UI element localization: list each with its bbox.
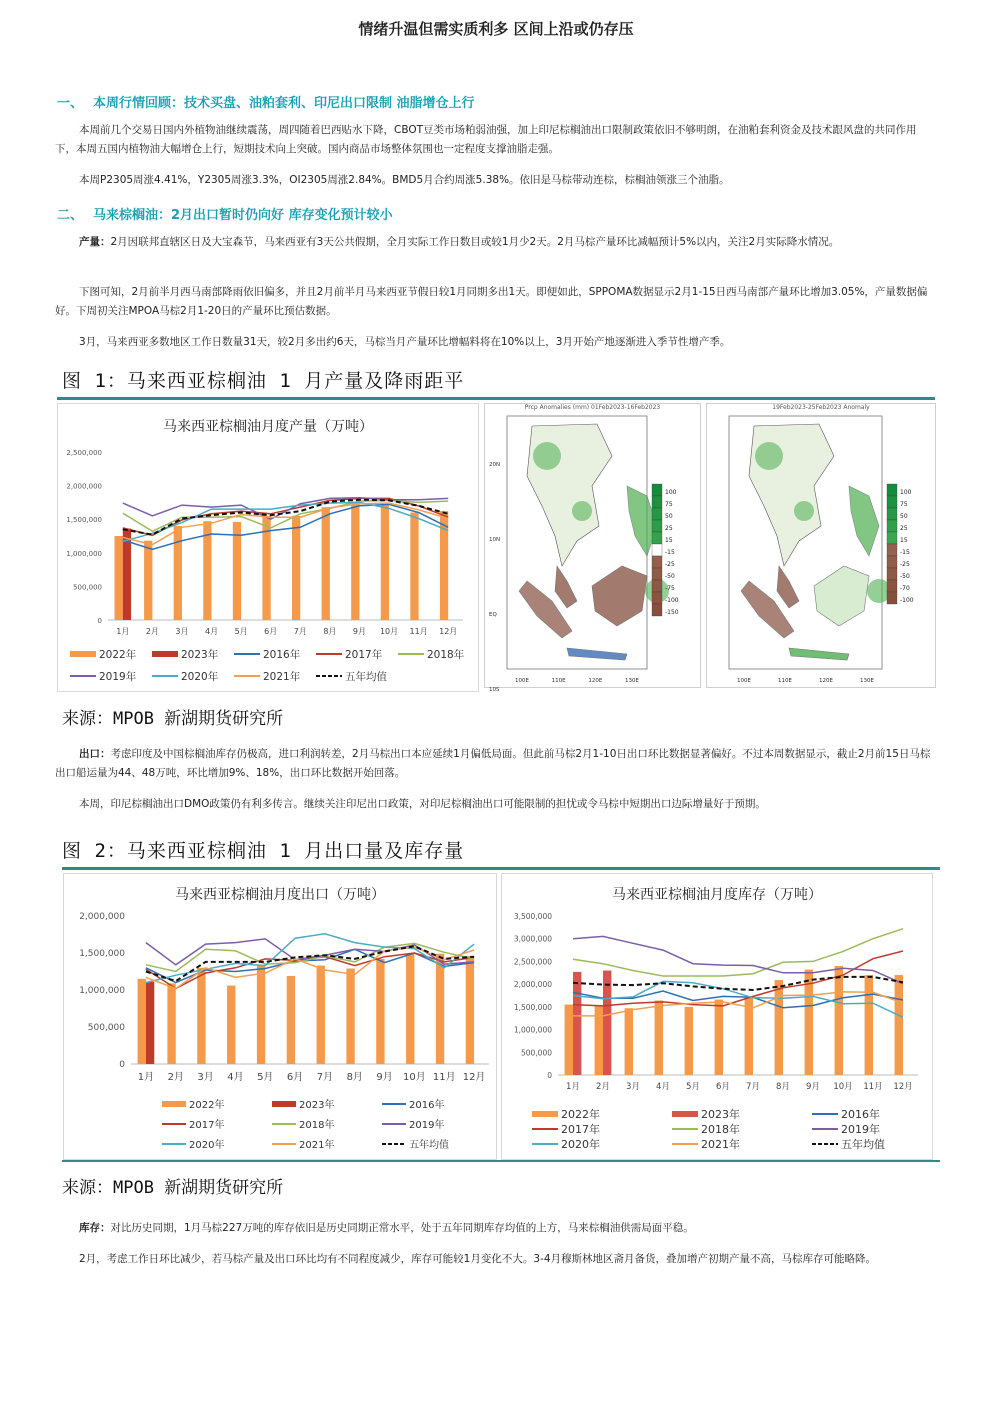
bar-2022年 [436, 954, 444, 1064]
line-五年均值 [573, 977, 903, 990]
bar-2022年 [115, 536, 123, 620]
legend-label: 2022年 [99, 649, 137, 661]
scale-swatch [652, 544, 662, 556]
scale-swatch [652, 592, 662, 604]
scale-label: 50 [665, 513, 673, 520]
section-2-number: 二、 [57, 208, 84, 223]
x-tick-label: 6月 [264, 627, 278, 636]
rainfall-map-right [706, 403, 936, 688]
legend-label: 2016年 [409, 1100, 445, 1111]
scale-swatch [887, 520, 897, 532]
bar-2022年 [835, 966, 843, 1075]
y-tick-label: 1,000,000 [513, 1025, 552, 1035]
y-tick-label: 2,000,000 [66, 482, 102, 491]
lon-label: 110E [778, 678, 792, 684]
x-tick-label: 12月 [439, 627, 458, 636]
bar-2022年 [227, 986, 235, 1064]
legend-label: 2020年 [181, 671, 219, 683]
bar-2022年 [233, 522, 241, 620]
section-2-heading [57, 204, 393, 223]
lon-label: 100E [737, 678, 751, 684]
scale-swatch [887, 568, 897, 580]
scale-label: -100 [900, 597, 914, 604]
x-tick-label: 11月 [863, 1082, 883, 1092]
legend-swatch [70, 651, 96, 657]
bar-2022年 [351, 502, 359, 620]
figure-2-bottom-rule [62, 1160, 940, 1162]
bar-2022年 [775, 980, 783, 1075]
scale-swatch [652, 508, 662, 520]
y-tick-label: 2,500,000 [513, 957, 552, 967]
legend-label: 2022年 [189, 1100, 225, 1111]
legend-label: 2019年 [409, 1120, 445, 1131]
stock-chart [501, 873, 933, 1160]
bar-2022年 [287, 976, 295, 1064]
y-tick-label: 500,000 [520, 1048, 552, 1058]
legend-swatch [672, 1111, 698, 1117]
legend-swatch [152, 651, 178, 657]
scale-swatch [652, 604, 662, 616]
export-text: 考虑印度及中国棕榈油库存仍极高，进口利润转差，2月马棕出口本应延续1月偏低局面。但此前马棕2月1-10日出口环比数据显著偏好。不过本周数据显示，截止2月前15日马棕出口船运量为44、48万吨，环比增加9%、18%，出口环比数据开始回落。 [55, 748, 931, 779]
scale-label: 50 [900, 513, 908, 520]
bar-2022年 [565, 1005, 573, 1075]
y-tick-label: 1,000,000 [66, 549, 102, 558]
production-chart-title: 马来西亚棕榈油月度产量（万吨） [163, 419, 373, 435]
x-tick-label: 6月 [286, 1072, 304, 1083]
scale-swatch [652, 520, 662, 532]
x-tick-label: 8月 [323, 627, 337, 636]
production-text: 2月因联邦直辖区日及大宝森节，马来西亚有3天公共假期，全月实际工作日数目或较1月少2天。2月马棕产量环比减幅预计5%以内，关注2月实际降水情况。 [110, 236, 840, 248]
legend-label: 2017年 [345, 649, 383, 661]
bar-2022年 [805, 970, 813, 1075]
legend-label: 2021年 [701, 1138, 740, 1151]
bar-2022年 [655, 1000, 663, 1075]
x-tick-label: 1月 [566, 1082, 580, 1092]
bar-2023年 [573, 972, 581, 1075]
bar-2022年 [167, 983, 175, 1064]
bar-2022年 [376, 959, 384, 1064]
figure-2-rule [62, 867, 940, 870]
rainfall-map-left-caption: Prcp Anomalies (mm) 01Feb2023-16Feb2023 [524, 404, 661, 411]
legend-label: 2017年 [189, 1120, 225, 1131]
y-tick-label: 1,000,000 [79, 986, 125, 996]
scale-swatch [887, 544, 897, 556]
dmo-paragraph: 本周，印尼棕榈油出口DMO政策仍有利多传言。继续关注印尼出口政策，对印尼棕榈油出口可能限制的担忧或令马棕中短期出口边际增量好于预期。 [79, 798, 766, 810]
bar-2022年 [197, 968, 205, 1064]
x-tick-label: 9月 [352, 627, 367, 636]
lon-label: 120E [588, 678, 603, 684]
y-tick-label: 0 [97, 617, 102, 625]
figure-1-title: 图 1：马来西亚棕榈油 1 月产量及降雨距平 [62, 370, 465, 392]
scale-label: -50 [665, 573, 675, 580]
legend-label: 2021年 [263, 671, 301, 683]
lat-label: 10N [489, 537, 501, 543]
stock-chart-title: 马来西亚棕榈油月度库存（万吨） [612, 887, 822, 903]
scale-swatch [887, 556, 897, 568]
x-tick-label: 9月 [806, 1082, 820, 1092]
y-tick-label: 3,000,000 [513, 934, 552, 944]
legend-label: 五年均值 [345, 671, 387, 683]
figure-2-title: 图 2：马来西亚棕榈油 1 月出口量及库存量 [62, 840, 465, 862]
scale-label: 100 [665, 489, 677, 496]
x-tick-label: 7月 [746, 1082, 760, 1092]
export-paragraph [55, 745, 935, 783]
x-tick-label: 5月 [686, 1082, 700, 1092]
wet-anomaly-patch [572, 501, 592, 521]
bar-2022年 [625, 1008, 633, 1075]
x-tick-label: 2月 [145, 627, 159, 636]
export-chart-svg [64, 874, 496, 1159]
x-tick-label: 8月 [346, 1072, 363, 1083]
export-chart-title: 马来西亚棕榈油月度出口（万吨） [175, 887, 385, 903]
x-tick-label: 4月 [204, 627, 219, 636]
figure-1-rule [57, 397, 935, 400]
x-tick-label: 10月 [403, 1072, 426, 1083]
legend-label: 五年均值 [841, 1138, 885, 1151]
stock-chart-svg [502, 874, 932, 1159]
x-tick-label: 4月 [227, 1072, 244, 1083]
legend-label: 2020年 [189, 1140, 225, 1151]
y-tick-label: 2,000,000 [513, 980, 552, 990]
x-tick-label: 12月 [462, 1072, 486, 1083]
scale-swatch [652, 556, 662, 568]
x-tick-label: 1月 [116, 627, 130, 636]
rainfall-map-right-svg [707, 404, 935, 687]
bar-2022年 [257, 965, 265, 1064]
scale-label: 15 [665, 537, 673, 544]
bar-2022年 [406, 954, 414, 1064]
x-tick-label: 4月 [656, 1082, 670, 1092]
section-2-title: 马来棕榈油：2月出口暂时仍向好 库存变化预计较小 [93, 208, 393, 223]
scale-label: 75 [900, 501, 908, 508]
stock-outlook-paragraph: 2月，考虑工作日环比减少，若马棕产量及出口环比均有不同程度减少，库存可能较1月变化不大。3-4月穆斯林地区斋月备货，叠加增产初期产量不高，马棕库存可能略降。 [79, 1253, 877, 1265]
legend-swatch [272, 1101, 296, 1107]
y-tick-label: 2,000,000 [79, 912, 125, 922]
legend-label: 2022年 [561, 1108, 600, 1121]
scale-label: 25 [665, 525, 673, 532]
x-tick-label: 9月 [376, 1072, 393, 1083]
y-tick-label: 3,500,000 [513, 912, 552, 921]
page-title: 情绪升温但需实质利多 区间上沿或仍存压 [358, 20, 634, 38]
y-tick-label: 1,500,000 [513, 1002, 552, 1012]
x-tick-label: 3月 [626, 1082, 640, 1092]
production-label: 产量： [79, 236, 111, 248]
wet-anomaly-patch [755, 442, 783, 470]
lat-label: 10S [489, 687, 500, 693]
section-1-paragraph-1: 本周前几个交易日国内外植物油继续震荡，周四随着巴西贴水下降，CBOT豆类市场粕弱油强，加上印尼棕榈油出口限制政策依旧不够明朗，在油粕套利资金及技术跟风盘的共同作用下，本周五国内植物油大幅增仓上行，短期技术向上突破。国内商品市场整体氛围也一定程度支撑油脂走强。 [55, 124, 917, 155]
scale-swatch [887, 580, 897, 592]
lon-label: 130E [860, 678, 874, 684]
scale-swatch [652, 580, 662, 592]
scale-label: -150 [665, 609, 679, 616]
line-2021年 [146, 947, 474, 988]
x-tick-label: 1月 [137, 1072, 155, 1083]
production-chart-svg [58, 404, 478, 691]
scale-label: 100 [900, 489, 912, 496]
y-tick-label: 0 [119, 1060, 125, 1070]
scale-swatch [887, 496, 897, 508]
bar-2022年 [138, 979, 146, 1064]
bar-2022年 [865, 975, 873, 1075]
scale-swatch [652, 532, 662, 544]
stock-text: 对比历史同期，1月马棕227万吨的库存依旧是历史同期正常水平，处于五年同期库存均值的上方，马来棕榈油供需局面平稳。 [110, 1222, 694, 1234]
section-1-heading [57, 92, 475, 111]
legend-swatch [162, 1101, 186, 1107]
y-tick-label: 1,500,000 [66, 516, 102, 525]
figure-2-source: 来源：MPOB 新湖期货研究所 [62, 1178, 284, 1198]
scale-label: -75 [665, 585, 675, 592]
stock-label: 库存： [79, 1222, 111, 1234]
rainfall-map-left-svg [485, 404, 700, 693]
legend-label: 2019年 [841, 1123, 880, 1136]
x-tick-label: 11月 [409, 627, 428, 636]
scale-label: -70 [900, 585, 910, 592]
export-label: 出口： [79, 748, 111, 760]
wet-anomaly-patch [794, 501, 814, 521]
x-tick-label: 7月 [293, 627, 307, 636]
y-tick-label: 0 [547, 1071, 552, 1080]
legend-label: 2017年 [561, 1123, 600, 1136]
x-tick-label: 3月 [197, 1072, 214, 1083]
bar-2022年 [346, 969, 354, 1064]
bar-2022年 [174, 526, 182, 620]
x-tick-label: 7月 [316, 1072, 334, 1083]
bar-2022年 [292, 516, 300, 620]
rainfall-map-right-caption: 19Feb2023-25Feb2023 Anomaly [772, 404, 870, 411]
x-tick-label: 8月 [776, 1082, 790, 1092]
bar-2022年 [317, 966, 325, 1064]
lon-label: 130E [625, 678, 639, 684]
scale-label: -100 [665, 597, 679, 604]
scale-label: 25 [900, 525, 908, 532]
x-tick-label: 10月 [833, 1082, 853, 1092]
production-chart [57, 403, 479, 692]
lon-label: 120E [819, 678, 833, 684]
scale-label: 15 [900, 537, 908, 544]
x-tick-label: 5月 [257, 1072, 274, 1083]
legend-label: 五年均值 [409, 1140, 449, 1151]
legend-label: 2018年 [299, 1120, 335, 1131]
legend-label: 2021年 [299, 1140, 335, 1151]
scale-swatch [887, 592, 897, 604]
scale-swatch [887, 484, 897, 496]
rainfall-map-left [484, 403, 701, 693]
x-tick-label: 3月 [175, 627, 189, 636]
bar-2022年 [410, 512, 418, 620]
scale-label: -15 [665, 549, 675, 556]
legend-label: 2019年 [99, 671, 137, 683]
x-tick-label: 2月 [167, 1072, 184, 1083]
scale-swatch [652, 496, 662, 508]
bar-2023年 [146, 982, 154, 1064]
legend-label: 2023年 [701, 1108, 740, 1121]
scale-label: -15 [900, 549, 910, 556]
x-tick-label: 6月 [716, 1082, 730, 1092]
lon-label: 110E [551, 678, 566, 684]
legend-label: 2020年 [561, 1138, 600, 1151]
scale-label: 75 [665, 501, 673, 508]
production-paragraph [55, 233, 935, 252]
rainfall-paragraph: 下图可知，2月前半月西马南部降雨依旧偏多，并且2月前半月马来西亚节假日较1月同期多出1天。即便如此，SPPOMA数据显示2月1-15日西马南部产量环比增加3.05%，产量数据偏好。下周初关注MPOA马棕2月1-20日的产量环比预估数据。 [55, 286, 928, 317]
bar-2022年 [144, 541, 152, 620]
march-paragraph: 3月，马来西亚多数地区工作日数量31天，较2月多出约6天，马棕当月产量环比增幅料将在10%以上，3月开始产地逐渐进入季节性增产季。 [79, 336, 731, 348]
section-1-number: 一、 [57, 96, 84, 111]
x-tick-label: 5月 [234, 627, 248, 636]
scale-swatch [652, 484, 662, 496]
lat-label: 20N [489, 462, 501, 468]
scale-swatch [887, 508, 897, 520]
legend-label: 2023年 [299, 1100, 335, 1111]
bar-2023年 [603, 971, 611, 1075]
lon-label: 100E [515, 678, 529, 684]
export-chart [63, 873, 497, 1160]
x-tick-label: 2月 [596, 1082, 610, 1092]
stock-paragraph [55, 1219, 935, 1238]
bar-2022年 [322, 507, 330, 620]
legend-swatch [532, 1111, 558, 1117]
section-1-title: 本周行情回顾：技术买盘、油粕套利、印尼出口限制 油脂增仓上行 [93, 96, 475, 111]
scale-swatch [887, 532, 897, 544]
figure-1-source: 来源：MPOB 新湖期货研究所 [62, 709, 284, 729]
scale-label: -50 [900, 573, 910, 580]
scale-label: -25 [665, 561, 675, 568]
wet-anomaly-patch [533, 442, 561, 470]
legend-label: 2023年 [181, 649, 219, 661]
y-tick-label: 500,000 [73, 583, 102, 592]
x-tick-label: 10月 [379, 627, 399, 636]
scale-label: -25 [900, 561, 910, 568]
y-tick-label: 1,500,000 [79, 949, 125, 959]
legend-label: 2018年 [701, 1123, 740, 1136]
bar-2022年 [466, 956, 474, 1064]
bar-2022年 [895, 975, 903, 1075]
section-1-paragraph-2: 本周P2305周涨4.41%，Y2305周涨3.3%，OI2305周涨2.84%。BMD5月合约周涨5.38%。依旧是马棕带动连棕，棕榈油领涨三个油脂。 [79, 174, 730, 186]
y-tick-label: 500,000 [87, 1023, 125, 1033]
bar-2022年 [381, 505, 389, 620]
x-tick-label: 12月 [893, 1082, 913, 1092]
y-tick-label: 2,500,000 [66, 449, 102, 457]
bar-2022年 [685, 1007, 693, 1075]
legend-label: 2016年 [841, 1108, 880, 1121]
x-tick-label: 11月 [432, 1072, 456, 1083]
bar-2022年 [715, 1000, 723, 1075]
legend-label: 2016年 [263, 649, 301, 661]
scale-swatch [652, 568, 662, 580]
legend-label: 2018年 [427, 649, 465, 661]
lat-label: EQ [489, 612, 497, 618]
